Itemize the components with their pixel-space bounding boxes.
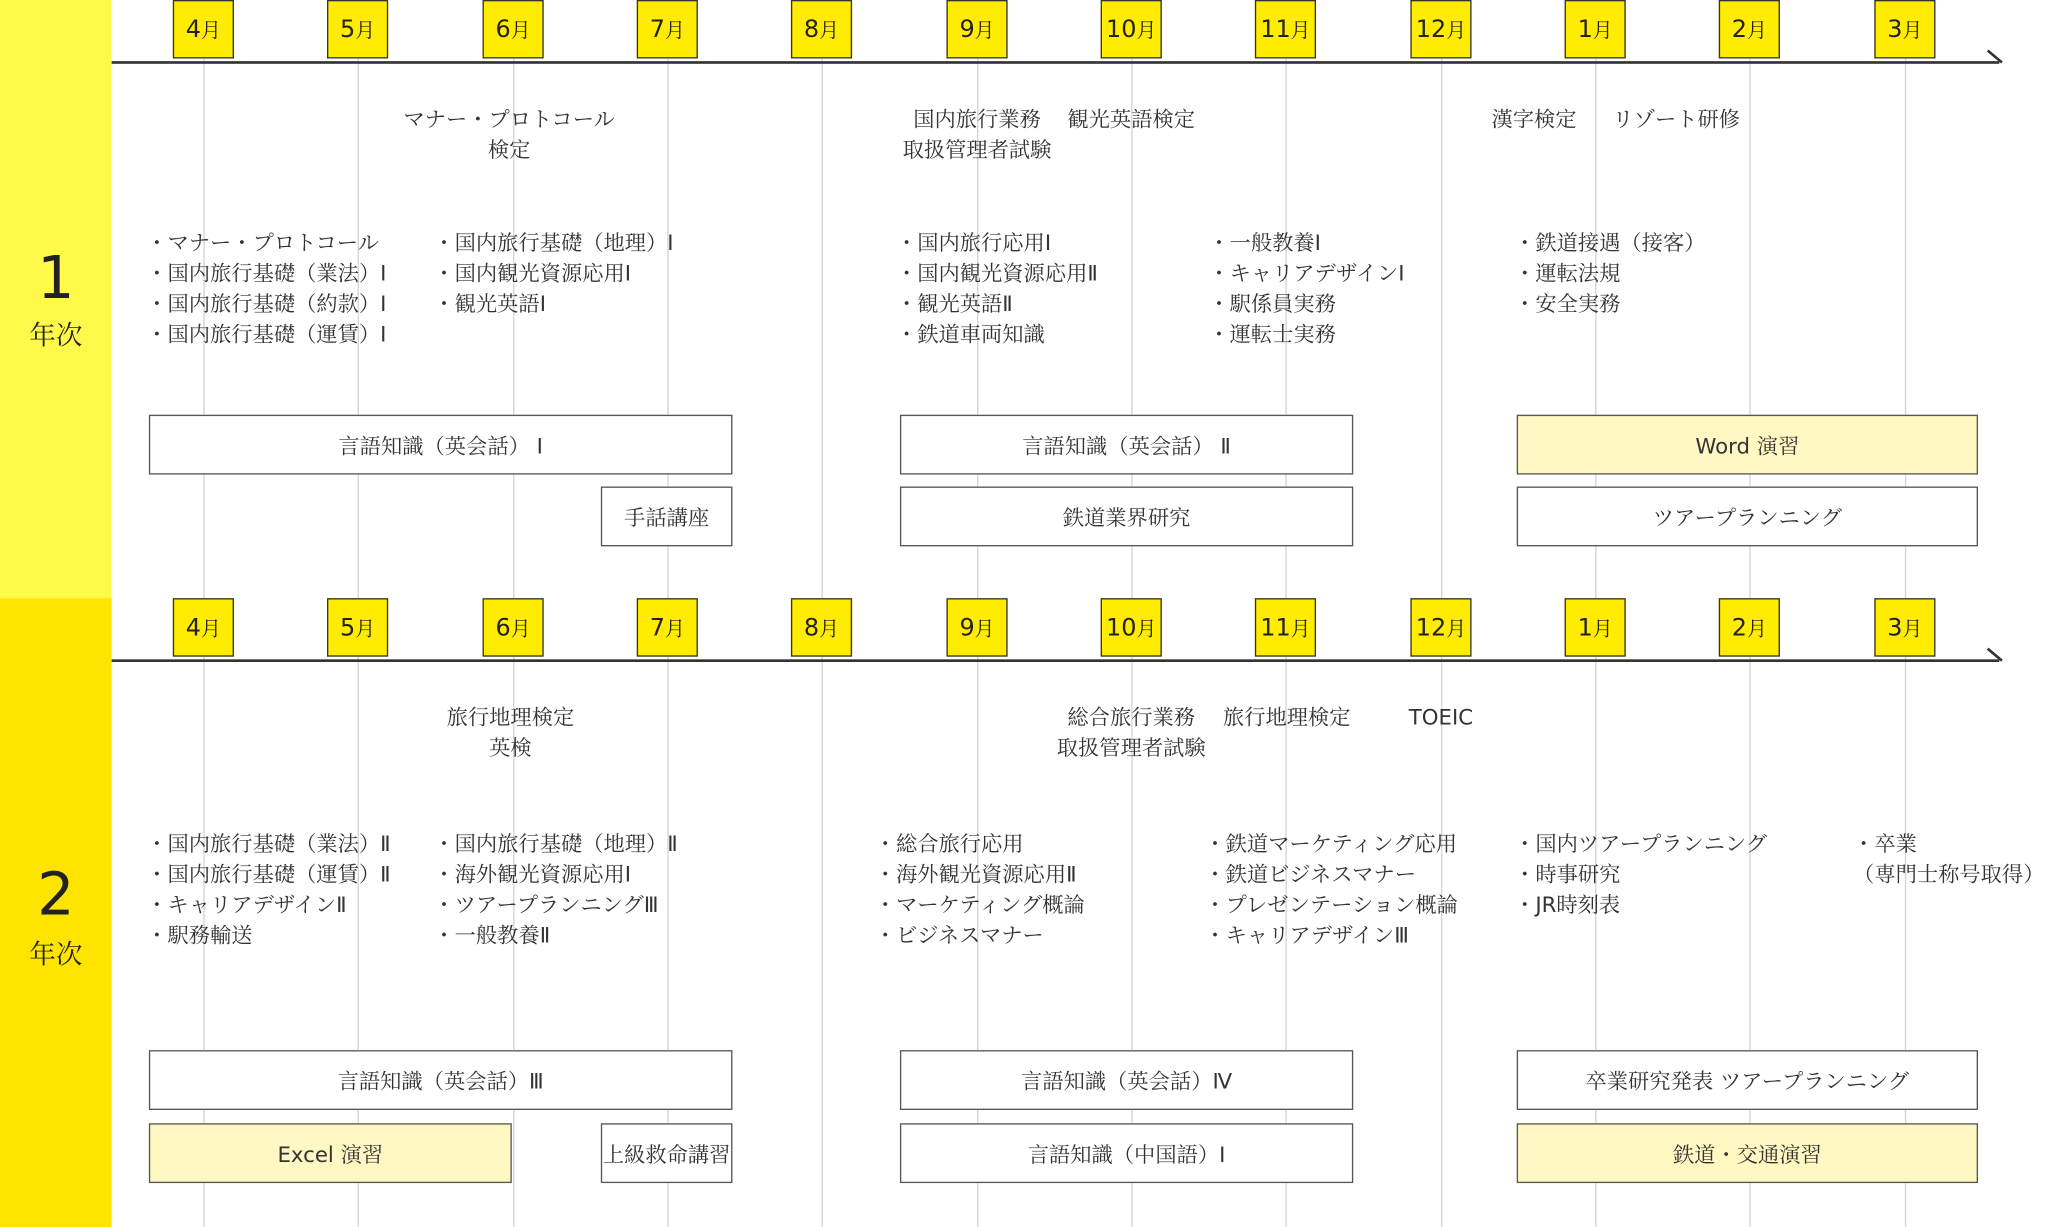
month-suffix: 月 (974, 18, 995, 43)
month-suffix: 月 (1290, 18, 1311, 43)
month-number: 10 (1106, 614, 1137, 643)
month-suffix: 月 (510, 18, 531, 43)
month-number: 10 (1106, 15, 1137, 44)
month-suffix: 月 (1592, 616, 1613, 641)
year1-subject-list: ・国内旅行応用Ⅰ ・国内観光資源応用Ⅱ ・観光英語Ⅱ ・鉄道車両知識 (895, 229, 1098, 347)
month-number: 2 (1731, 15, 1747, 44)
year2-exam: 旅行地理検定 英検 (446, 704, 575, 761)
year2-month-2 (1719, 598, 1780, 656)
year2-subject-list: ・総合旅行応用 ・海外観光資源応用Ⅱ ・マーケティング概論 ・ビジネスマナー (874, 830, 1085, 948)
year1-month-7 (637, 0, 698, 58)
year1-course-box-highlight: Word 演習 (1517, 415, 1978, 475)
year1-exam: マナー・プロトコール 検定 (403, 106, 615, 163)
year2-month-11 (1255, 598, 1316, 656)
year2-month-10 (1101, 598, 1162, 656)
month-suffix: 月 (1446, 616, 1467, 641)
year2-month-5 (327, 598, 388, 656)
month-suffix: 月 (1902, 18, 1923, 43)
month-number: 3 (1887, 614, 1903, 643)
year2-subject-list: ・国内旅行基礎（地理）Ⅱ ・海外観光資源応用Ⅰ ・ツアープランニングⅢ ・一般教養Ⅱ (433, 830, 678, 948)
year1-subject-list: ・一般教養Ⅰ ・キャリアデザインⅠ ・駅係員実務 ・運転士実務 (1208, 229, 1405, 347)
year1-course-box: 鉄道業界研究 (900, 487, 1353, 547)
year2-course-box: 言語知識（英会話）Ⅲ (149, 1050, 733, 1110)
month-suffix: 月 (510, 616, 531, 641)
month-number: 6 (495, 15, 511, 44)
month-gridline (1441, 58, 1442, 598)
year1-month-1 (1565, 0, 1626, 58)
month-number: 1 (1577, 15, 1593, 44)
year2-course-box: 上級救命講習 (601, 1123, 733, 1183)
month-number: 7 (649, 614, 665, 643)
year2-exam: 旅行地理検定 (1222, 704, 1351, 730)
year1-course-box: 言語知識（英会話） Ⅰ (149, 415, 733, 475)
year2-course-box: 言語知識（中国語）Ⅰ (900, 1123, 1353, 1183)
month-suffix: 月 (664, 18, 685, 43)
month-suffix: 月 (1290, 616, 1311, 641)
year1-subject-list: ・国内旅行基礎（地理）Ⅰ ・国内観光資源応用Ⅰ ・観光英語Ⅰ (433, 229, 674, 317)
year2-month-7 (637, 598, 698, 656)
year2-subject-list: ・国内旅行基礎（業法）Ⅱ ・国内旅行基礎（運賃）Ⅱ ・キャリアデザインⅡ ・駅務輸送 (146, 830, 391, 948)
year2-subject-list: ・卒業 （専門士称号取得） (1853, 830, 2045, 887)
month-suffix: 月 (1592, 18, 1613, 43)
year1-month-9 (946, 0, 1007, 58)
year2-month-1 (1565, 598, 1626, 656)
year2-subject-list: ・国内ツアープランニング ・時事研究 ・JR時刻表 (1514, 830, 1768, 918)
month-number: 4 (185, 15, 202, 44)
year1-exam: 観光英語検定 (1067, 106, 1196, 132)
month-number: 2 (1731, 614, 1747, 643)
year1-course-box: 言語知識（英会話） Ⅱ (900, 415, 1353, 475)
month-number: 5 (339, 614, 356, 643)
year1-month-12 (1410, 0, 1471, 58)
month-gridline (822, 58, 823, 598)
year2-month-4 (173, 598, 234, 656)
year1-label: 年次 (29, 319, 83, 351)
year1-month-10 (1101, 0, 1162, 58)
year2-exam: 総合旅行業務 取扱管理者試験 (1056, 704, 1206, 761)
year2-number: 2 (37, 861, 75, 930)
year1-timeline-axis (112, 61, 2000, 64)
month-suffix: 月 (664, 616, 685, 641)
year2-course-box: 卒業研究発表 ツアープランニング (1517, 1050, 1978, 1110)
month-number: 1 (1577, 614, 1593, 643)
month-number: 12 (1415, 614, 1447, 643)
month-number: 4 (185, 614, 202, 643)
year2-subject-list: ・鉄道マーケティング応用 ・鉄道ビジネスマナー ・プレゼンテーション概論 ・キャリアデザインⅢ (1204, 830, 1458, 948)
month-suffix: 月 (974, 616, 995, 641)
year1-month-11 (1255, 0, 1316, 58)
year1-exam: リゾート研修 (1612, 106, 1741, 132)
month-suffix: 月 (1136, 18, 1157, 43)
month-suffix: 月 (201, 18, 221, 43)
year1-exam: 国内旅行業務 取扱管理者試験 (902, 106, 1052, 163)
year1-number: 1 (37, 244, 75, 313)
year1-month-5 (327, 0, 388, 58)
month-number: 7 (649, 15, 665, 44)
month-number: 8 (803, 15, 820, 44)
month-suffix: 月 (355, 616, 376, 641)
year1-month-3 (1874, 0, 1935, 58)
year1-course-box: 手話講座 (601, 487, 733, 547)
year2-month-12 (1410, 598, 1471, 656)
year1-month-2 (1719, 0, 1780, 58)
month-suffix: 月 (1446, 18, 1467, 43)
month-number: 5 (339, 15, 356, 44)
year1-subject-list: ・マナー・プロトコール ・国内旅行基礎（業法）Ⅰ ・国内旅行基礎（約款）Ⅰ ・国内旅行基礎（運賃）Ⅰ (146, 229, 387, 347)
year2-month-9 (946, 598, 1007, 656)
year2-course-box-highlight: 鉄道・交通演習 (1517, 1123, 1978, 1183)
month-suffix: 月 (1746, 18, 1767, 43)
year2-month-3 (1874, 598, 1935, 656)
month-suffix: 月 (819, 616, 840, 641)
year2-course-box: 言語知識（英会話）Ⅳ (900, 1050, 1353, 1110)
month-number: 9 (959, 614, 975, 643)
month-number: 8 (803, 614, 820, 643)
year2-month-8 (791, 598, 852, 656)
month-number: 9 (959, 15, 975, 44)
year1-month-8 (791, 0, 852, 58)
month-suffix: 月 (1902, 616, 1923, 641)
month-suffix: 月 (201, 616, 221, 641)
year1-exam: 漢字検定 (1491, 106, 1577, 132)
year1-month-6 (483, 0, 544, 58)
month-suffix: 月 (1136, 616, 1157, 641)
month-number: 11 (1260, 614, 1291, 643)
year2-timeline-axis (112, 659, 2000, 662)
month-suffix: 月 (819, 18, 840, 43)
month-number: 12 (1415, 15, 1447, 44)
year2-exam: TOEIC (1408, 704, 1474, 730)
month-number: 11 (1260, 15, 1291, 44)
year2-month-6 (483, 598, 544, 656)
year2-course-box-highlight: Excel 演習 (149, 1123, 512, 1183)
month-number: 3 (1887, 15, 1903, 44)
month-suffix: 月 (355, 18, 376, 43)
month-number: 6 (495, 614, 511, 643)
year1-subject-list: ・鉄道接遇（接客） ・運転法規 ・安全実務 (1514, 229, 1706, 317)
month-gridline (822, 657, 823, 1227)
year1-course-box: ツアープランニング (1517, 487, 1978, 547)
year2-label: 年次 (29, 938, 83, 971)
year1-month-4 (173, 0, 234, 58)
month-suffix: 月 (1746, 616, 1767, 641)
